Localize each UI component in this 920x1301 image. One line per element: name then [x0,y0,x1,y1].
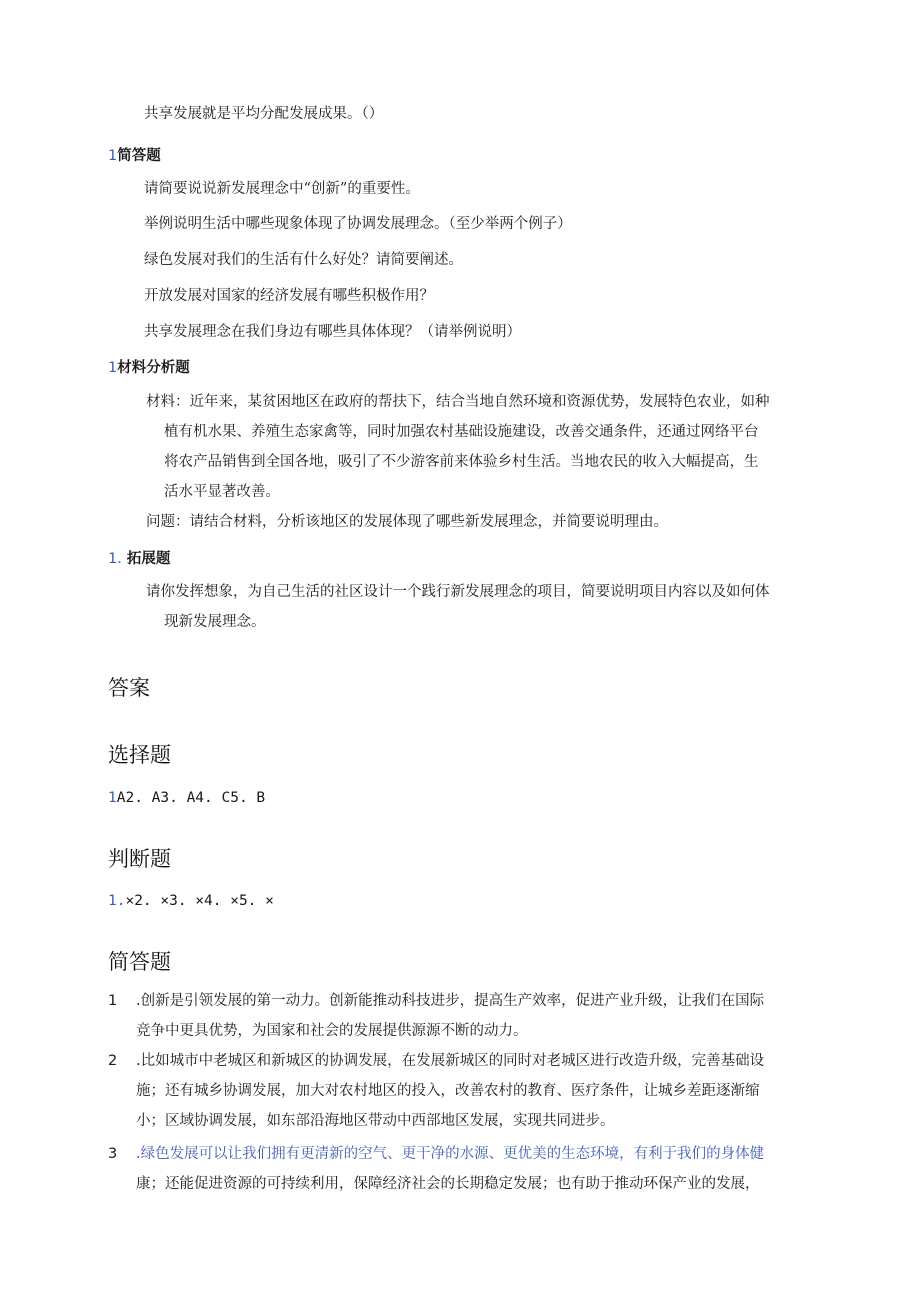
extension-line: 请你发挥想象，为自己生活的社区设计一个践行新发展理念的项目，简要说明项目内容以及如何体 [146,584,770,600]
extension-line: 现新发展理念。 [164,614,266,630]
answer-number: 1. [108,893,126,909]
item-marker: 2 [108,1053,118,1069]
material-paragraph [146,387,826,507]
answers-short-heading: 简答题 [108,950,171,974]
item-marker: 3 [108,1146,118,1162]
answers-choice-heading: 选择题 [108,743,171,767]
section-number: 1 [108,148,118,164]
section-number: 1 [108,360,118,376]
answer-text: ×2. ×3. ×4. ×5. × [125,893,274,909]
section-number: 1. [108,551,122,567]
material-line: 活水平显著改善。 [164,484,280,500]
short-question-4: 开放发展对国家的经济发展有哪些积极作用？ [144,288,434,304]
item-text: .创新是引领发展的第一动力。创新能推动科技进步，提高生产效率，促进产业升级，让我们在国际 [136,993,765,1009]
section-title: 简答题 [117,148,161,164]
answers-heading: 答案 [108,676,150,700]
material-line: 将农产品销售到全国各地，吸引了不少游客前来体验乡村生活。当地农民的收入大幅提高，生 [164,454,759,470]
item-text: 康；还能促进资源的可持续利用，保障经济社会的长期稳定发展；也有助于推动环保产业的发展， [136,1176,760,1192]
section-title: 材料分析题 [117,360,190,376]
answer-text: A2. A3. A4. C5. B [116,790,266,806]
item-text: 竞争中更具优势，为国家和社会的发展提供源源不断的动力。 [136,1023,528,1039]
answer-number: 1 [108,790,117,806]
section-heading-material [108,358,190,378]
item-marker: 1 [108,993,118,1009]
item-text: .绿色发展可以让我们拥有更清新的空气、更干净的水源、更优美的生态环境，有利于我们的身体健 [136,1146,765,1162]
answers-judge-line [108,891,274,911]
short-question-5: 共享发展理念在我们身边有哪些具体体现？（请举例说明） [144,324,521,340]
answers-choice-line [108,788,265,808]
short-question-2: 举例说明生活中哪些现象体现了协调发展理念。（至少举两个例子） [144,216,572,232]
item-text: 施；还有城乡协调发展，加大对农村地区的投入，改善农村的教育、医疗条件，让城乡差距逐渐缩 [136,1083,760,1099]
answers-judge-heading: 判断题 [108,847,171,871]
section-heading-extension [108,549,170,569]
material-question: 问题：请结合材料，分析该地区的发展体现了哪些新发展理念，并简要说明理由。 [146,514,668,530]
section-heading-short-answer [108,146,161,166]
answer-item-2 [108,1046,808,1136]
material-line: 材料：近年来，某贫困地区在政府的帮扶下，结合当地自然环境和资源优势，发展特色农业，如种 [146,394,770,410]
item-text: .比如城市中老城区和新城区的协调发展，在发展新城区的同时对老城区进行改造升级，完善基础设 [136,1053,765,1069]
extension-paragraph [146,577,826,637]
short-question-1: 请简要说说新发展理念中“创新”的重要性。 [144,181,420,197]
answer-item-1 [108,986,808,1046]
answer-item-3 [108,1139,808,1199]
section-title: 拓展题 [126,551,171,567]
item-text: 小；区域协调发展，如东部沿海地区带动中西部地区发展，实现共同进步。 [136,1113,615,1129]
material-line: 植有机水果、养殖生态家禽等，同时加强农村基础设施建设，改善交通条件，还通过网络平台 [164,424,759,440]
judge-statement-5: 共享发展就是平均分配发展成果。（） [144,106,384,122]
short-question-3: 绿色发展对我们的生活有什么好处？请简要阐述。 [144,252,463,268]
